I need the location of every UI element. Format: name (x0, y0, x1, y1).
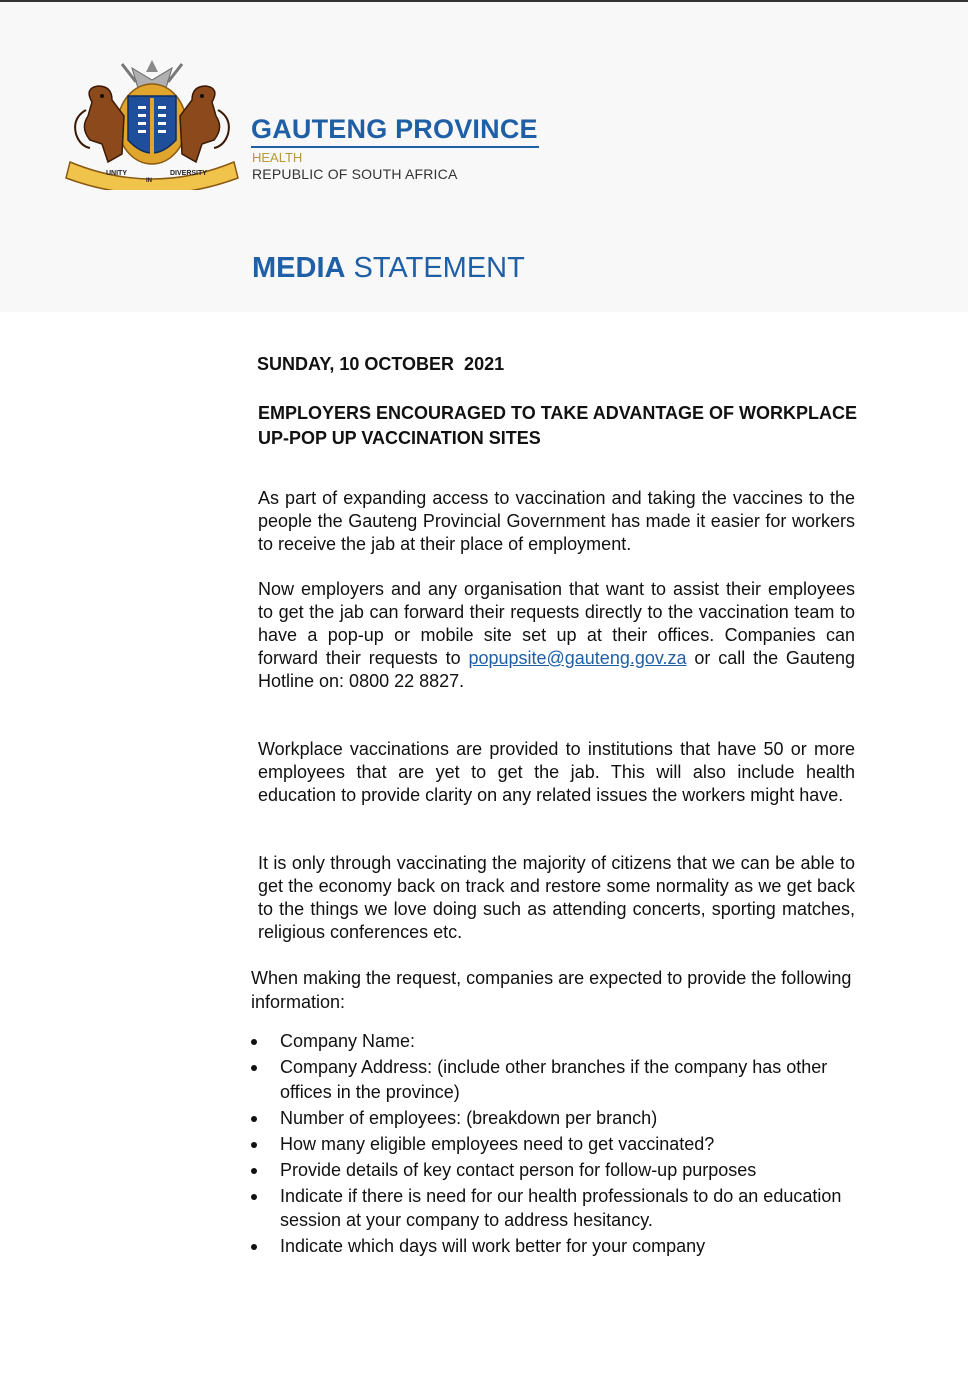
province-name: GAUTENG PROVINCE (251, 114, 538, 144)
email-link[interactable]: popupsite@gauteng.gov.za (468, 648, 687, 668)
paragraph-1: As part of expanding access to vaccination and taking the vaccines to the people the Gauteng Provincial Government has made it easier for workers to receive the jab at their place of employment. (258, 488, 855, 554)
bullet-icon (251, 1168, 257, 1174)
paragraph-2 (258, 578, 855, 693)
svg-text:DIVERSITY: DIVERSITY (170, 170, 207, 177)
requirements-list (251, 1029, 871, 1260)
statement-headline: EMPLOYERS ENCOURAGED TO TAKE ADVANTAGE OF WORKPLACE UP-POP UP VACCINATION SITES (258, 403, 858, 448)
statement-date: SUNDAY, 10 OCTOBER 2021 (257, 354, 505, 374)
list-item: Company Address: (include other branches if the company has other offices in the province) (251, 1055, 871, 1104)
coat-of-arms-icon (62, 58, 242, 190)
paragraph-3: Workplace vaccinations are provided to institutions that have 50 or more employees that are yet to get the jab. This will also include health education to provide clarity on any related issues the workers might have. (258, 739, 855, 805)
statement-word: STATEMENT (353, 252, 525, 284)
bullet-icon (251, 1065, 257, 1071)
paragraph-2-text: Now employers and any organisation that want to assist their employees to get the jab can forward their requests directly to the vaccination team to have a pop-up or mobile site set up at their offices. Companies can forward their requests to (258, 579, 855, 668)
list-item: Indicate if there is need for our health professionals to do an education session at your company to address hesitancy. (251, 1184, 871, 1233)
svg-text:IN: IN (146, 178, 152, 184)
media-word: MEDIA (252, 252, 346, 284)
province-underline (251, 146, 539, 148)
list-item: How many eligible employees need to get vaccinated? (251, 1132, 871, 1157)
bullet-icon (251, 1116, 257, 1122)
list-item: Company Name: (251, 1029, 871, 1054)
list-item: Number of employees: (breakdown per branch) (251, 1106, 871, 1131)
department-name: HEALTH (252, 150, 303, 165)
list-item: Provide details of key contact person for follow-up purposes (251, 1158, 871, 1183)
media-statement-title (252, 252, 525, 285)
bullet-icon (251, 1142, 257, 1148)
paragraph-4: It is only through vaccinating the majority of citizens that we can be able to get the economy back on track and restore some normality as we get back to the things we love doing such as attending concerts, sporting matches, religious conferences etc. (258, 853, 855, 942)
country-name: REPUBLIC OF SOUTH AFRICA (252, 166, 458, 182)
paragraph-2-hotline: or call the Gauteng Hotline on: 0800 22 8827. (258, 648, 855, 691)
requirements-intro: When making the request, companies are expected to provide the following information: (251, 968, 852, 1012)
bullet-icon (251, 1244, 257, 1250)
list-item: Indicate which days will work better for your company (251, 1234, 871, 1259)
svg-text:UNITY: UNITY (106, 170, 127, 177)
bullet-icon (251, 1194, 257, 1200)
bullet-icon (251, 1039, 257, 1045)
